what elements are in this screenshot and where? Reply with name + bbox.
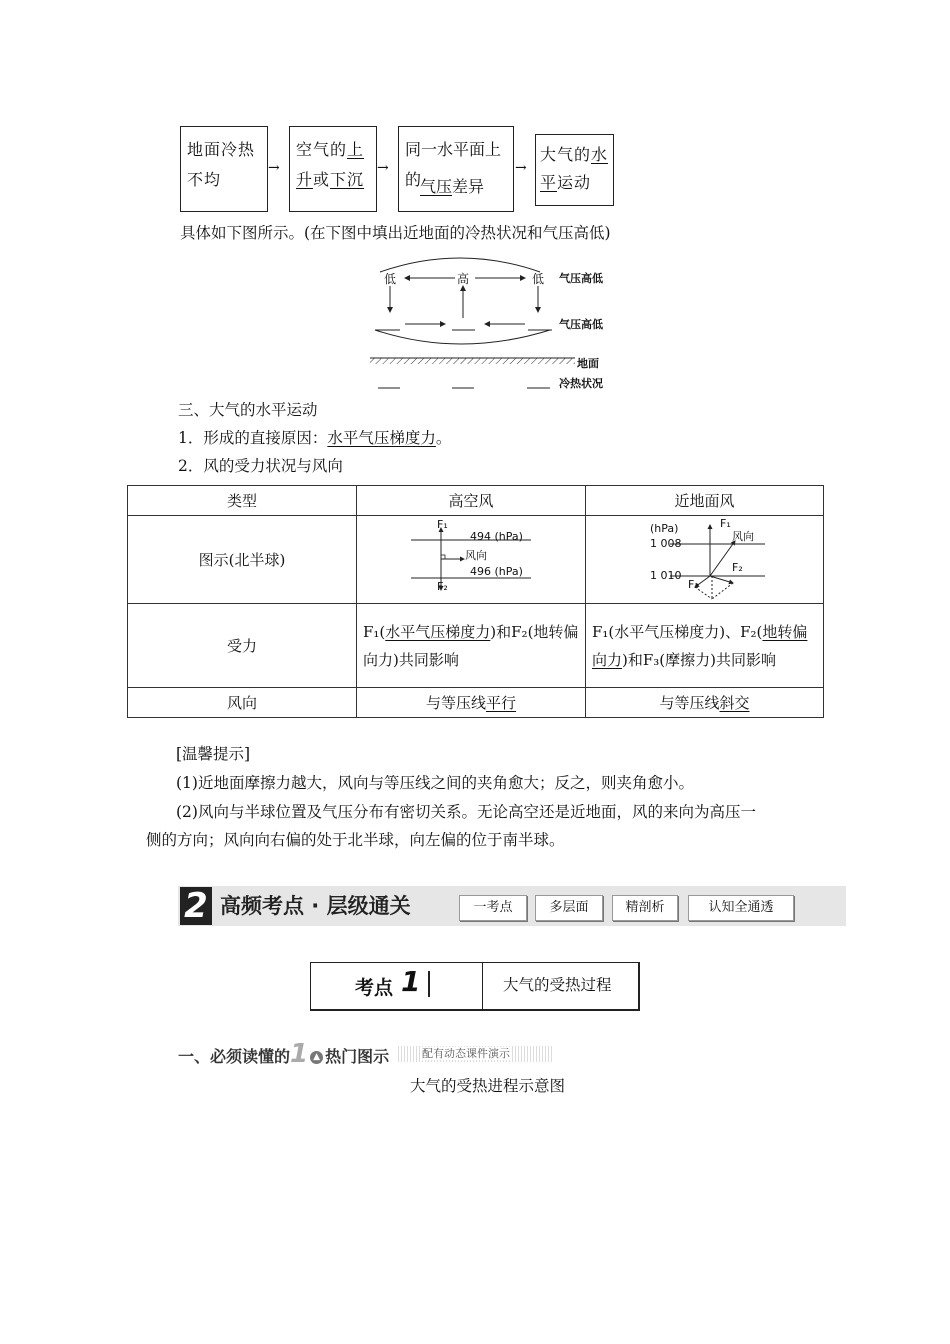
must-read-note	[398, 1046, 554, 1062]
item1-prefix: 1．形成的直接原因：	[178, 429, 328, 447]
diagram-label-heat: 冷热状况	[559, 377, 603, 390]
force-low-answer: 地转偏向力	[592, 622, 808, 669]
banner-button-1[interactable]: 一考点	[459, 895, 527, 921]
high-p2: 496 (hPa)	[470, 565, 523, 578]
flow-box-1-text: 地面冷热不均	[187, 140, 256, 189]
item1-suffix: 。	[435, 429, 452, 447]
direction-low-text: 与等压线	[659, 694, 720, 712]
low-p2: 1 010	[650, 569, 682, 582]
flow-box-2-answer: 上	[347, 140, 365, 159]
direction-high-text: 与等压线	[425, 694, 486, 712]
table-header-cell: 高空风	[357, 486, 586, 516]
flow-box-2-answer: 升	[296, 170, 314, 189]
diagram-high-mid: 高	[457, 272, 470, 286]
diagram-low-right: 低	[532, 272, 545, 286]
table-header-row	[128, 486, 824, 516]
direction-low-answer: 斜交	[719, 694, 750, 712]
low-wind-label: 风向	[732, 530, 754, 543]
banner-number: 2	[184, 886, 208, 926]
banner-button-2[interactable]: 多层面	[535, 895, 603, 921]
flow-box-3-text: 差异	[452, 177, 485, 196]
flow-box-3-line-1: 同一水平面上	[405, 140, 502, 159]
force-high-text: )和F₂(地转偏向力)共同影响	[363, 622, 579, 669]
high-wind-diagram-cell	[357, 516, 586, 604]
flow-box-3-answer: 气压	[420, 177, 453, 196]
table-row	[128, 516, 824, 604]
kaodian-number: 1	[401, 965, 421, 998]
kaodian-box	[310, 962, 640, 1011]
must-read-heading	[178, 1040, 389, 1071]
low-f3: F₃	[688, 578, 699, 591]
diagram-label-lower: 气压高低	[559, 318, 603, 331]
high-wind-label: 风向	[465, 549, 487, 562]
must-read-prefix: 一、必须读懂的	[178, 1047, 291, 1066]
force-high-cell	[357, 604, 586, 688]
must-read-up-icon: ▲	[310, 1051, 323, 1064]
force-low-text: F₁(水平气压梯度力)、F₂(	[592, 622, 763, 641]
tip-2-line-2: 侧的方向；风向向右偏的处于北半球，向左偏的位于南半球。	[146, 831, 565, 849]
section3-item2: 2．风的受力状况与风向	[178, 457, 343, 475]
high-f1: F₁	[437, 518, 448, 531]
low-unit: (hPa)	[650, 522, 679, 535]
flow-box-3-line-2: 的	[405, 170, 422, 189]
diagram-label-ground: 地面	[577, 357, 599, 370]
table-row	[128, 604, 824, 688]
table-header-cell: 类型	[128, 486, 357, 516]
banner-button-3[interactable]: 精剖析	[612, 895, 678, 921]
section3-heading: 三、大气的水平运动	[178, 401, 318, 419]
flow-arrow-3: →	[515, 160, 527, 176]
table-row	[128, 688, 824, 718]
must-read-note-text: 配有动态课件演示	[422, 1047, 510, 1060]
banner-title: 高频考点 · 层级通关	[220, 894, 411, 918]
tips-title: [温馨提示]	[176, 745, 251, 763]
figure-caption: 大气的受热进程示意图	[410, 1077, 566, 1095]
kaodian-label-cell	[311, 963, 483, 1010]
force-high-text: F₁(	[363, 622, 386, 641]
diagram-row-label: 图示(北半球)	[128, 516, 357, 604]
low-f2: F₂	[732, 561, 743, 574]
diagram-label-upper: 气压高低	[559, 272, 603, 285]
tip-2-line-1: (2)风向与半球位置及气压分布有密切关系。无论高空还是近地面，风的来向为高压一	[176, 803, 756, 821]
table-header-cell: 近地面风	[586, 486, 824, 516]
direction-low-cell	[586, 688, 824, 718]
flow-box-3-answer-overlay	[420, 172, 484, 202]
direction-high-answer: 平行	[486, 694, 517, 712]
high-p1: 494 (hPa)	[470, 530, 523, 543]
low-f1: F₁	[720, 517, 731, 530]
flow-box-4-text: 大气的	[540, 145, 592, 164]
wind-table	[127, 485, 824, 718]
high-f2: F₂	[437, 580, 448, 593]
flow-box-4-answer: 平	[540, 173, 558, 192]
force-low-text: )和F₃(摩擦力)共同影响	[622, 650, 776, 669]
flow-box-4-answer: 水	[591, 145, 609, 164]
flow-box-2-text: 空气的	[296, 140, 348, 159]
force-high-answer: 水平气压梯度力	[385, 622, 491, 641]
intro-text: 具体如下图所示。(在下图中填出近地面的冷热状况和气压高低)	[180, 224, 611, 242]
low-p1: 1 008	[650, 537, 682, 550]
tip-1: (1)近地面摩擦力越大，风向与等压线之间的夹角愈大；反之，则夹角愈小。	[176, 774, 694, 792]
kaodian-divider	[428, 971, 430, 997]
must-read-number: 1	[290, 1039, 309, 1069]
kaodian-topic: 大气的受热过程	[503, 976, 612, 994]
flow-box-1	[180, 126, 268, 212]
section3-item1	[178, 427, 451, 449]
flow-arrow-2: →	[377, 160, 389, 176]
item1-answer: 水平气压梯度力	[327, 429, 436, 447]
banner-button-4[interactable]: 认知全通透	[688, 895, 794, 921]
must-read-suffix: 热门图示	[325, 1047, 390, 1066]
flow-box-4-text: 运动	[557, 173, 592, 192]
force-low-cell	[586, 604, 824, 688]
banner-number-badge	[180, 887, 212, 925]
flow-box-4	[535, 134, 614, 206]
force-row-label: 受力	[128, 604, 357, 688]
flow-arrow-1: →	[268, 160, 280, 176]
flow-box-2-answer: 下沉	[330, 170, 365, 189]
flow-box-2-text: 或	[313, 170, 331, 189]
diagram-low-left: 低	[384, 272, 397, 286]
flow-box-2	[289, 126, 377, 212]
kaodian-label: 考点	[355, 977, 394, 999]
low-wind-diagram-cell	[586, 516, 824, 604]
section-banner	[178, 886, 846, 926]
direction-high-cell	[357, 688, 586, 718]
direction-row-label: 风向	[128, 688, 357, 718]
